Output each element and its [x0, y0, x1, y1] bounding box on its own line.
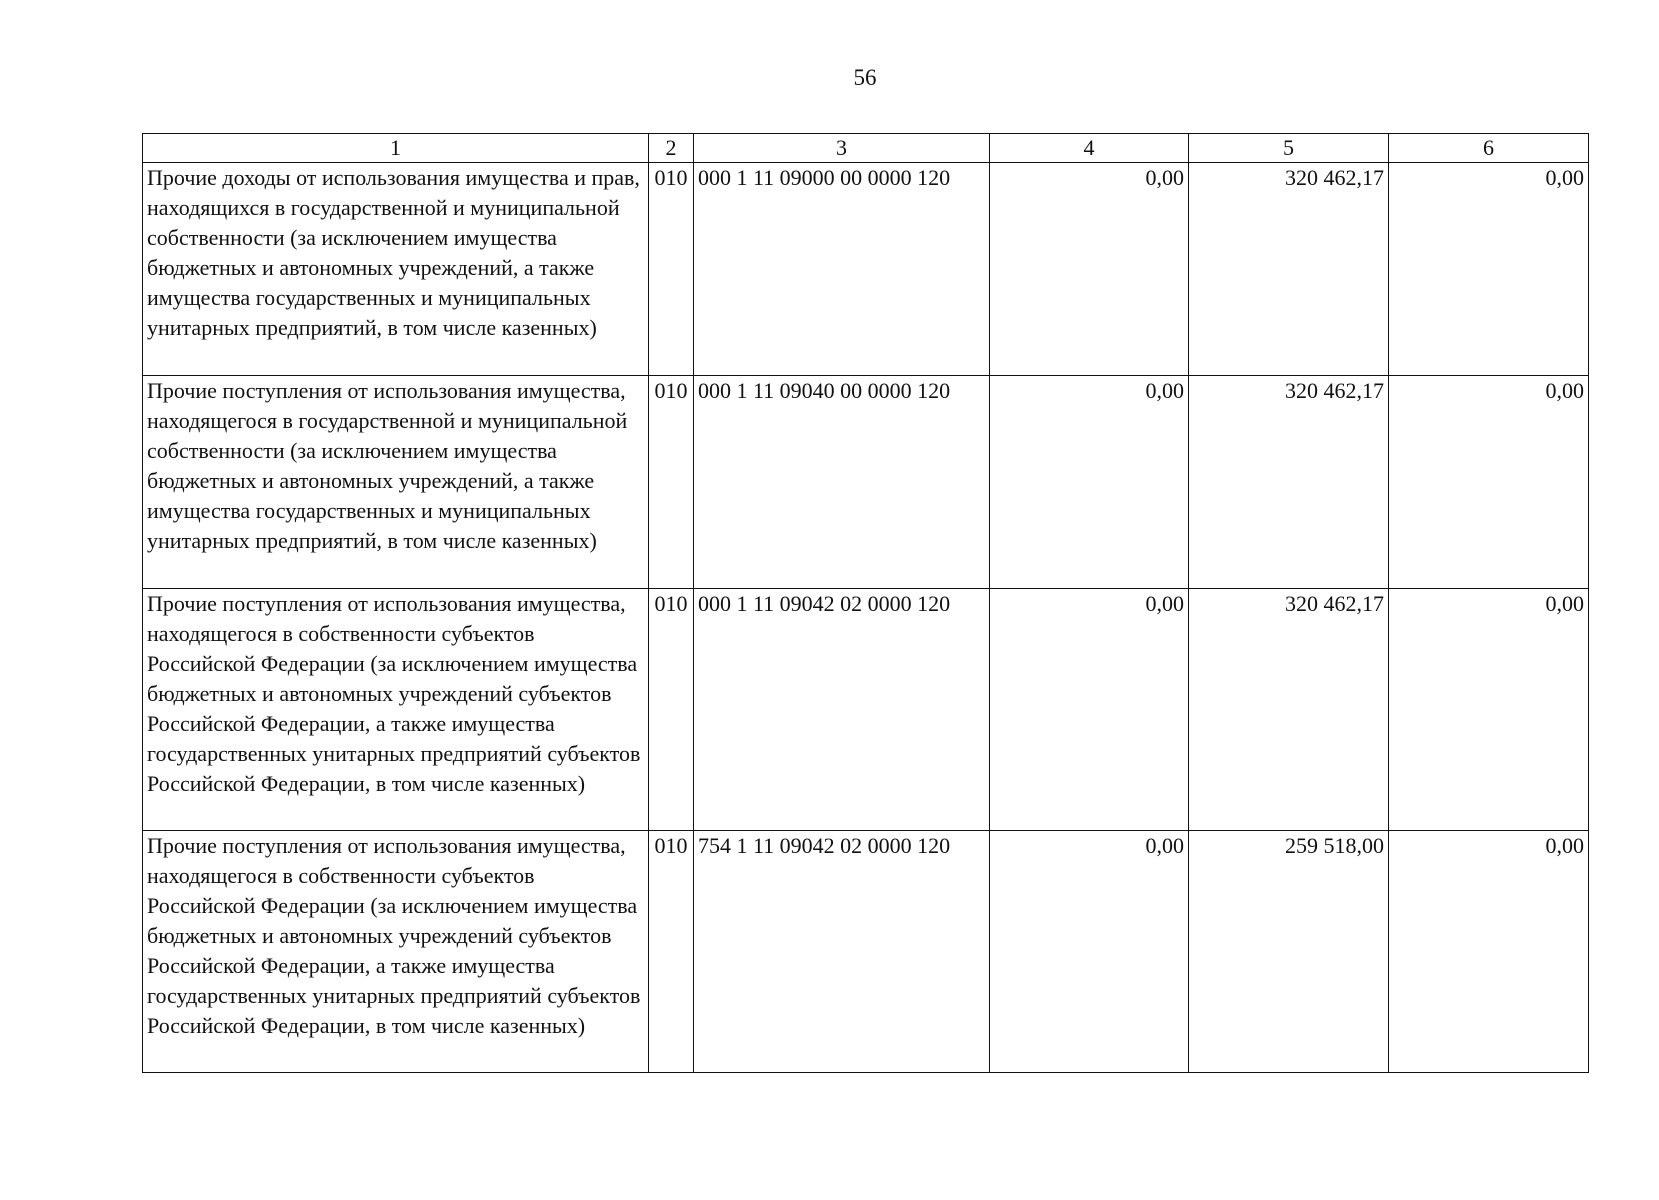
header-col-2: 2: [649, 134, 694, 163]
header-col-5: 5: [1189, 134, 1389, 163]
row-line-code: 010: [649, 376, 694, 589]
table-row: [143, 589, 1589, 831]
row-value-col6: 0,00: [1389, 589, 1589, 831]
header-row: [143, 134, 1589, 163]
row-value-col4: 0,00: [990, 831, 1189, 1073]
header-col-4: 4: [990, 134, 1189, 163]
row-value-col4: 0,00: [990, 589, 1189, 831]
row-value-col5: 320 462,17: [1189, 376, 1389, 589]
row-line-code: 010: [649, 589, 694, 831]
row-name: Прочие доходы от использования имущества и прав, находящихся в государственной и муниципальной собственности (за исключением имущества бюджетных и автономных учреждений, а также имущества государственных и муниципальных унитарных предприятий, в том числе казенных): [143, 163, 649, 376]
row-value-col5: 320 462,17: [1189, 589, 1389, 831]
row-value-col4: 0,00: [990, 376, 1189, 589]
row-value-col6: 0,00: [1389, 831, 1589, 1073]
report-table: [142, 133, 1589, 1073]
header-col-6: 6: [1389, 134, 1589, 163]
row-value-col6: 0,00: [1389, 376, 1589, 589]
row-value-col4: 0,00: [990, 163, 1189, 376]
row-line-code: 010: [649, 163, 694, 376]
row-income-code: 000 1 11 09040 00 0000 120: [694, 376, 990, 589]
row-income-code: 754 1 11 09042 02 0000 120: [694, 831, 990, 1073]
row-income-code: 000 1 11 09042 02 0000 120: [694, 589, 990, 831]
table-row: [143, 831, 1589, 1073]
row-name: Прочие поступления от использования имущества, находящегося в собственности субъектов Российской Федерации (за исключением имущества бюджетных и автономных учреждений субъектов Российской Федерации, а также имущества государственных унитарных предприятий субъектов Российской Федерации, в том числе казенных): [143, 831, 649, 1073]
row-name: Прочие поступления от использования имущества, находящегося в государственной и муниципальной собственности (за исключением имущества бюджетных и автономных учреждений, а также имущества государственных и муниципальных унитарных предприятий, в том числе казенных): [143, 376, 649, 589]
header-col-3: 3: [694, 134, 990, 163]
row-income-code: 000 1 11 09000 00 0000 120: [694, 163, 990, 376]
table-row: [143, 163, 1589, 376]
header-col-1: 1: [143, 134, 649, 163]
table-header: [143, 134, 1589, 163]
page-number: 56: [853, 65, 877, 90]
row-line-code: 010: [649, 831, 694, 1073]
table-row: [143, 376, 1589, 589]
table-body: [143, 163, 1589, 1073]
row-value-col5: 320 462,17: [1189, 163, 1389, 376]
row-name: Прочие поступления от использования имущества, находящегося в собственности субъектов Российской Федерации (за исключением имущества бюджетных и автономных учреждений субъектов Российской Федерации, а также имущества государственных унитарных предприятий субъектов Российской Федерации, в том числе казенных): [143, 589, 649, 831]
row-value-col5: 259 518,00: [1189, 831, 1389, 1073]
row-value-col6: 0,00: [1389, 163, 1589, 376]
